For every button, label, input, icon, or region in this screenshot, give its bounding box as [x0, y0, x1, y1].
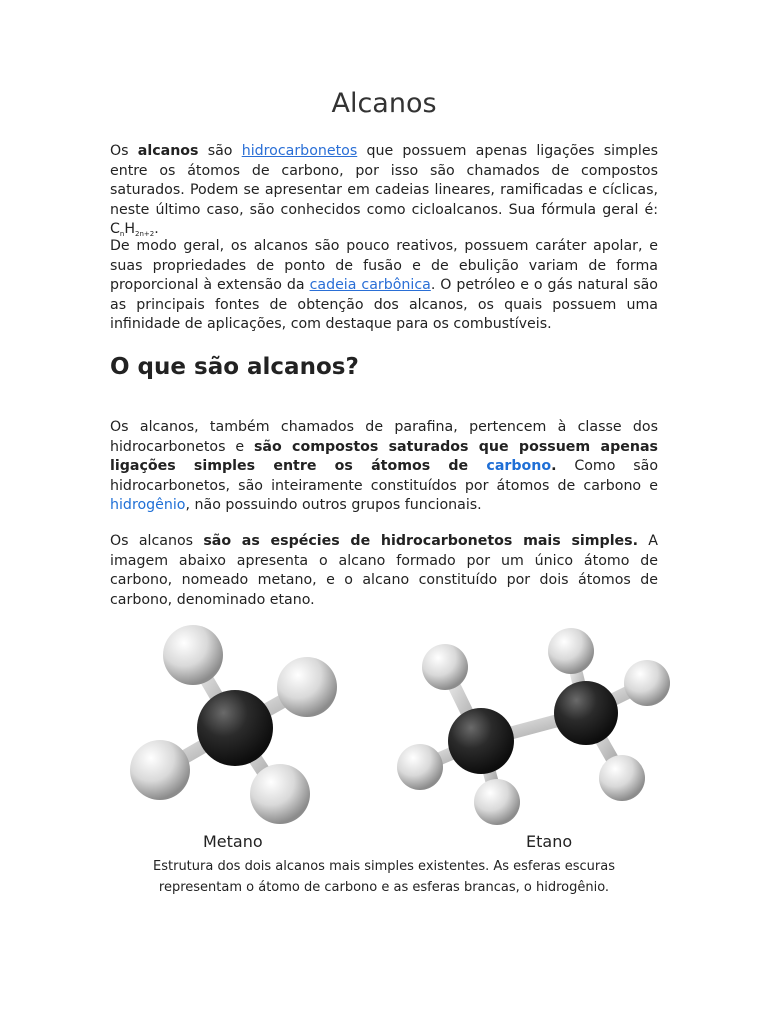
- text: Os alcanos: [110, 533, 204, 549]
- cadeia-carbonica-link[interactable]: cadeia carbônica: [309, 277, 431, 293]
- definition-paragraph: [110, 418, 658, 516]
- text: Os alcanos, também chamados de parafina, pertencem à classe dos hidrocarbonetos e: [110, 419, 658, 455]
- bond: [235, 728, 277, 792]
- hydrogen-atom: [163, 625, 223, 685]
- bond: [481, 713, 586, 741]
- bond: [481, 741, 497, 800]
- page-title: Alcanos: [331, 88, 437, 119]
- hydrogen-atom: [548, 628, 594, 674]
- section-heading: O que são alcanos?: [110, 354, 359, 380]
- bold-text: .: [551, 458, 557, 474]
- bond: [571, 651, 586, 713]
- hydrogen-atom: [624, 660, 670, 706]
- hydrogen-atom: [130, 740, 190, 800]
- text: H: [124, 221, 136, 237]
- text: que possuem apenas ligações simples entre os átomos de carbono, por isso são chamados de compostos saturados. Podem se apresentar em cadeias lineares, ramificadas e cíclicas, neste último caso, são conhecidos como cicloalcanos. Sua fórmula geral é: C: [110, 143, 658, 237]
- text: . O petróleo e o gás natural são as principais fontes de obtenção dos alcanos, os quais possuem uma infinidade de aplicações, com destaque para os combustíveis.: [110, 277, 658, 332]
- metano-label: Metano: [203, 832, 263, 851]
- bond: [445, 667, 481, 741]
- bond: [586, 684, 645, 713]
- hydrogen-atom: [277, 657, 337, 717]
- carbon-atom: [197, 690, 273, 766]
- bond: [162, 728, 235, 770]
- text: , não possuindo outros grupos funcionais.: [185, 497, 482, 513]
- text: A imagem abaixo apresenta o alcano formado por um único átomo de carbono, nomeado metano, e o alcano constituído por dois átomos de carbono, denominado etano.: [110, 533, 659, 608]
- text: Como são hidrocarbonetos, são inteiramente constituídos por átomos de carbono e: [110, 458, 659, 494]
- text: Os: [110, 143, 138, 159]
- hydrogen-atom: [250, 764, 310, 824]
- ethane-molecule: [397, 628, 670, 825]
- subscript: 2n+2: [135, 230, 155, 238]
- bond: [420, 741, 481, 767]
- simplest-paragraph: [110, 532, 658, 610]
- bond: [235, 688, 306, 728]
- hidrogenio-link[interactable]: hidrogênio: [110, 497, 186, 513]
- carbono-link[interactable]: carbono: [486, 458, 552, 474]
- text: são: [198, 143, 242, 159]
- bold-term: alcanos: [137, 143, 199, 159]
- bond: [586, 713, 622, 776]
- figure-caption: Estrutura dos dois alcanos mais simples existentes. As esferas escuras representam o átomo de carbono e as esferas brancas, o hidrogênio.: [153, 859, 615, 895]
- carbon-atom: [554, 681, 618, 745]
- subscript: n: [119, 230, 125, 238]
- hydrogen-atom: [599, 755, 645, 801]
- bold-text: são as espécies de hidrocarbonetos mais simples.: [203, 533, 639, 549]
- hydrogen-atom: [474, 779, 520, 825]
- properties-paragraph: [110, 237, 658, 335]
- text: .: [154, 221, 159, 237]
- bond: [193, 656, 235, 728]
- etano-label: Etano: [526, 832, 573, 851]
- bold-text: são compostos saturados que possuem apenas ligações simples entre os átomos de: [110, 438, 658, 474]
- hydrogen-atom: [422, 644, 468, 690]
- text: De modo geral, os alcanos são pouco reativos, possuem caráter apolar, e suas propriedades de ponto de fusão e de ebulição variam de forma proporcional à extensão da: [110, 238, 658, 293]
- hidrocarbonetos-link[interactable]: hidrocarbonetos: [241, 143, 358, 159]
- hydrogen-atom: [397, 744, 443, 790]
- carbon-atom: [448, 708, 514, 774]
- intro-paragraph: [110, 142, 658, 242]
- methane-molecule: [130, 625, 337, 824]
